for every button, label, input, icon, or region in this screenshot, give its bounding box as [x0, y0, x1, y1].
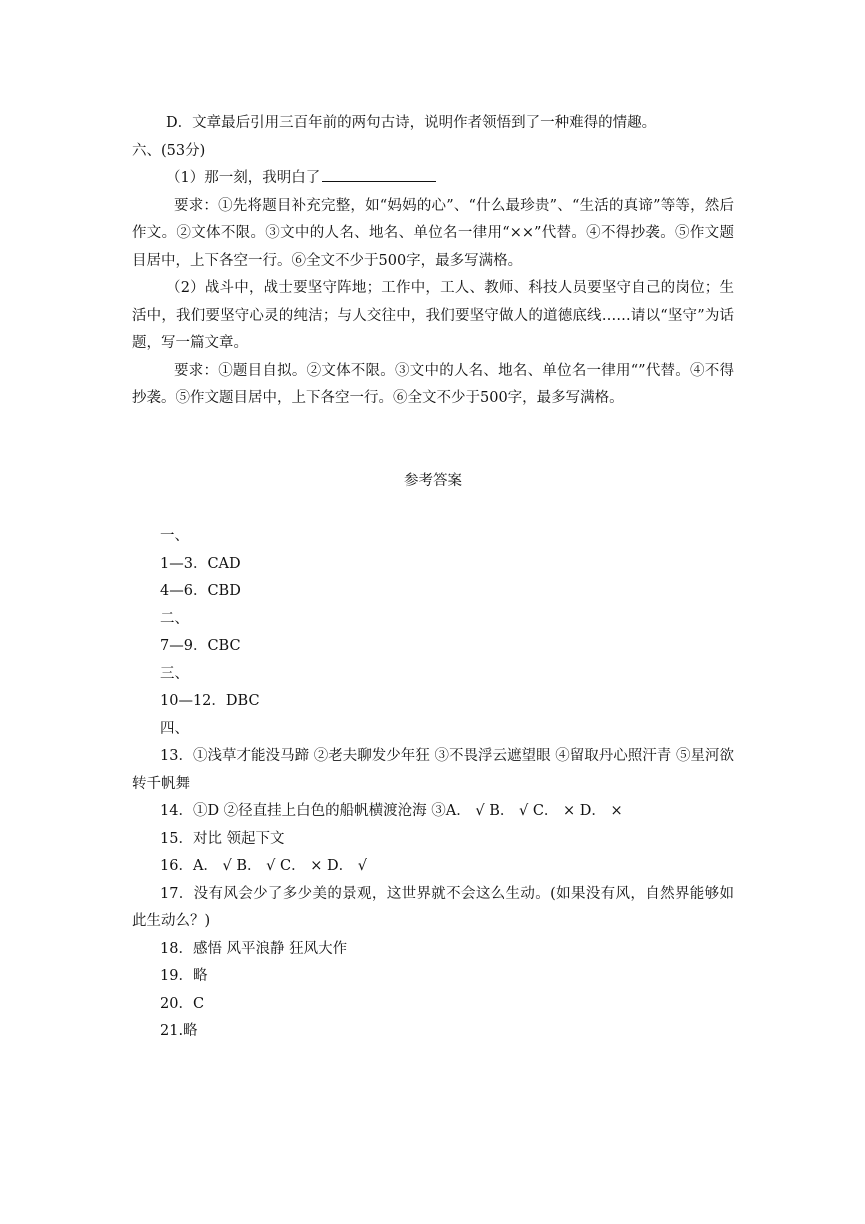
answer-13: 13．①浅草才能没马蹄 ②老夫聊发少年狂 ③不畏浮云遮望眼 ④留取丹心照汗青 ⑤星河欲转千帆舞: [132, 748, 734, 792]
answer-line: 二、: [160, 610, 189, 627]
option-d: D．文章最后引用三百年前的两句古诗，说明作者领悟到了一种难得的情趣。: [166, 115, 657, 131]
answer-line: 一、: [160, 528, 189, 544]
prompt-1-label: （1）那一刻，我明白了: [166, 170, 321, 186]
answer-line: 10—12．DBC: [160, 693, 260, 709]
answer-14: 14．①D ②径直挂上白色的船帆横渡沧海 ③A． √ B． √ C． × D． ×: [160, 803, 623, 819]
prompt-1: [132, 165, 734, 193]
answer-line: 7—9．CBC: [160, 638, 241, 654]
answers-title: 参考答案: [404, 473, 462, 489]
answer-line: 四、: [160, 720, 189, 737]
answer-17: 17．没有风会少了多少美的景观，这世界就不会这么生动。(如果没有风，自然界能够如此生动么？): [132, 885, 734, 929]
fill-in-blank: [322, 165, 436, 182]
questions-section: [132, 110, 734, 413]
prompt-2-requirements: 要求：①题目自拟。②文体不限。③文中的人名、地名、单位名一律用“”代替。④不得抄袭。⑤作文题目居中，上下各空一行。⑥全文不少于500字，最多写满格。: [132, 362, 734, 406]
prompt-1-requirements: 要求：①先将题目补充完整，如“妈妈的心”、“什么最珍贵”、“生活的真谛”等等，然后作文。②文体不限。③文中的人名、地名、单位名一律用“××”代替。④不得抄袭。⑤作文题目居中，上下各空一行。⑥全文不少于500字，最多写满格。: [132, 197, 734, 269]
answer-16: 16．A． √ B． √ C． × D． √: [160, 858, 367, 874]
answer-18: 18．感悟 风平浪静 狂风大作: [160, 940, 348, 957]
answer-line: 1—3．CAD: [160, 555, 241, 572]
answer-21: 21.略: [160, 1023, 198, 1039]
answers-section: [132, 523, 734, 1046]
section-six-heading: 六、(53分): [132, 142, 206, 159]
answer-15: 15．对比 领起下文: [160, 830, 285, 847]
answer-line: 4—6．CBD: [160, 583, 241, 599]
prompt-2: （2）战斗中，战士要坚守阵地；工作中，工人、教师、科技人员要坚守自己的岗位；生活中，我们要坚守心灵的纯洁；与人交往中，我们要坚守做人的道德底线……请以“坚守”为话题，写一篇文章。: [132, 280, 734, 351]
answer-line: 三、: [160, 665, 189, 682]
answer-20: 20．C: [160, 995, 205, 1012]
answer-19: 19．略: [160, 968, 208, 984]
